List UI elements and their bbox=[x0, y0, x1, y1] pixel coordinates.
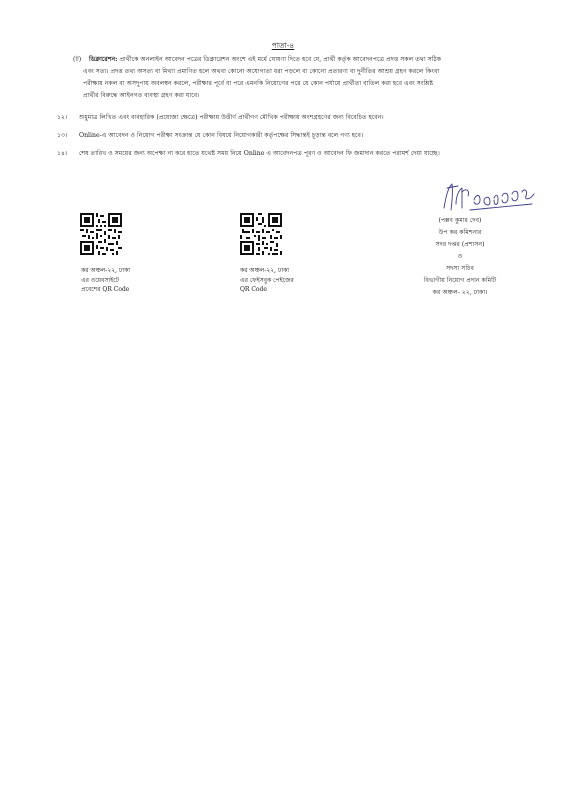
signatory-office: সদর দপ্তর (প্রশাসন) bbox=[435, 241, 485, 248]
signatory-role: সদস্য সচিব bbox=[446, 265, 474, 272]
handwritten-signature bbox=[440, 178, 540, 218]
declaration-line-3: পরীক্ষায় নকল বা অসদুপায় অবলম্বন করলে, পরীক্ষার পূর্বে বা পরে এমনকি নিয়োগের পরে যে কোন পর্যায়ে প্রার্থীতা বাতিল করা হবে এবং সংশ্লিষ্ট bbox=[83, 80, 434, 87]
item-12-text: শুধুমাত্র লিখিত এবং ব্যবহারিক (প্রযোজ্য ক্ষেত্রে) পরীক্ষায় উত্তীর্ণ প্রার্থীগণ মৌখিক পরীক্ষায় অংশগ্রহণের জন্য বিবেচিত হবেন। bbox=[79, 114, 384, 121]
item-14-text: শেষ তারিখ ও সময়ের জন্য অপেক্ষা না করে হাতে যথেষ্ট সময় নিয়ে Online এ আবেদনপত্র পূরণ ও আবেদন ফি জমাদান করতে পরামর্শ দেয়া যাচ্ছে। bbox=[79, 150, 440, 157]
facebook-qr-caption-line-3: QR Code bbox=[240, 286, 267, 293]
signatory-committee: বিভাগীয় নিয়োগ প্রদান কমিটি bbox=[423, 277, 497, 284]
website-qr-code bbox=[80, 213, 122, 255]
facebook-qr-caption bbox=[240, 266, 294, 295]
item-12-number: ১২। bbox=[57, 114, 68, 121]
declaration-line-1: প্রার্থীকে অনলাইন আবেদন পত্রের ডিক্লারেশন অংশে এই মর্মে ঘোষণা দিতে হবে যে, প্রার্থী কর্তৃক আবেদনপত্রে প্রদত্ত সকল তথ্য সঠিক bbox=[119, 56, 442, 63]
declaration-line-2: এবং সত্য। প্রদত্ত তথ্য অসত্য বা মিথ্যা প্রমাণিত হলে অথবা কোনো অযোগ্যতা ধরা পড়লে বা কোনো প্রতারণা বা দুর্নীতির আশ্রয় গ্রহণ করলে কিংবা bbox=[83, 68, 440, 75]
declaration-item bbox=[73, 54, 531, 102]
website-qr-caption bbox=[81, 266, 130, 295]
item-label: (ট) bbox=[73, 56, 82, 63]
facebook-qr-caption-line-1: কর অঞ্চল-২২, ঢাকা bbox=[240, 267, 290, 274]
facebook-qr-caption-line-2: এর ফেইসবুক পেইজের bbox=[240, 276, 294, 284]
signatory-conjunction: ও bbox=[457, 253, 463, 260]
item-14-number: ১৪। bbox=[57, 150, 68, 157]
item-13-text: Online-এ আবেদন ও নিয়োগ পরীক্ষা সংক্রান্ত যে কোন বিষয়ে নিয়োগকারী কর্তৃপক্ষের সিদ্ধান্তই চূড়ান্ত বলে গণ্য হবে। bbox=[79, 132, 364, 139]
website-qr-caption-line-3: প্রবেশের QR Code bbox=[81, 286, 130, 293]
signatory-name: (পল্লব কুমার দেব) bbox=[438, 217, 482, 224]
signatory-block bbox=[400, 215, 520, 299]
website-qr-caption-line-1: কর অঞ্চল-২২, ঢাকা bbox=[81, 267, 131, 274]
item-12 bbox=[57, 112, 537, 124]
item-13 bbox=[57, 130, 537, 142]
signatory-zone: কর অঞ্চল- ২২, ঢাকা। bbox=[432, 289, 488, 296]
website-qr-caption-line-2: এর ওয়েবসাইটে bbox=[81, 276, 119, 284]
signatory-designation: উপ কর কমিশনার bbox=[438, 229, 482, 236]
declaration-line-4: প্রার্থীর বিরুদ্ধে আইনগত ব্যবস্থা গ্রহণ করা যাবে। bbox=[83, 92, 200, 99]
page-number: পাতা-৪ bbox=[271, 41, 295, 50]
item-14 bbox=[57, 148, 537, 160]
item-heading: ডিক্লারেশন: bbox=[88, 56, 118, 63]
item-13-number: ১৩। bbox=[57, 132, 68, 139]
facebook-qr-code bbox=[240, 213, 282, 255]
